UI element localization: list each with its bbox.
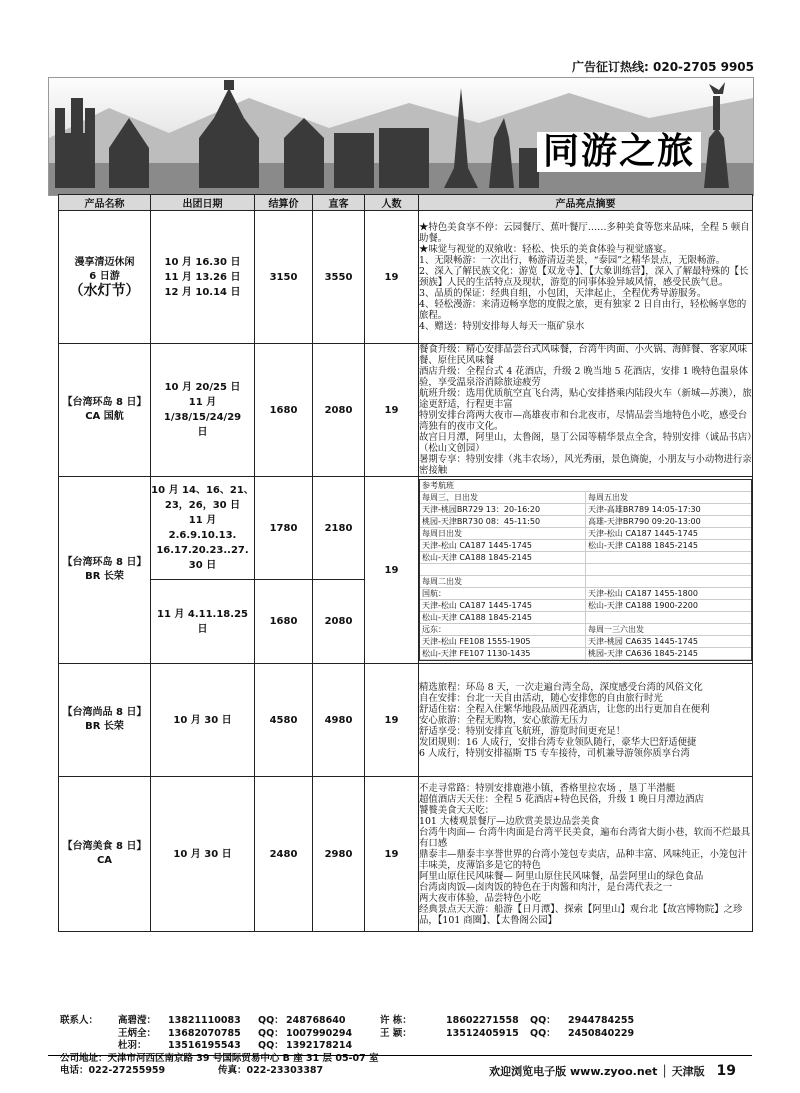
flight-row	[420, 552, 751, 564]
highlight-line: 安心旅游：全程无购物，安心旅游无压力	[419, 714, 588, 726]
product-name-line: 6 日游	[89, 271, 120, 282]
date-line: 10 月 30 日	[173, 714, 232, 726]
contact-name: 杜羽：	[118, 1040, 147, 1051]
flight-row	[420, 516, 751, 528]
highlight-line: 精选旅程：环岛 8 天，一次走遍台湾全岛，深度感受台湾的风俗文化	[419, 681, 703, 693]
contact-qq: 2944784255	[568, 1015, 635, 1026]
retail-price: 2080	[313, 344, 365, 477]
qq-label: QQ：	[530, 1015, 556, 1026]
product-name	[59, 477, 151, 664]
flight-cell	[585, 552, 751, 563]
qq-label: QQ：	[530, 1027, 556, 1039]
flight-cell: 每周日出发	[422, 529, 462, 538]
departure-dates	[151, 211, 255, 344]
flight-title-row	[420, 480, 751, 492]
flight-cell: 国航：	[422, 589, 446, 598]
company-fax: 传真：022-23303387	[218, 1065, 324, 1076]
flight-schedule	[419, 479, 752, 661]
product-name	[59, 211, 151, 344]
date-line: 10 月 30 日	[173, 848, 232, 860]
highlight-line: 6 人成行，特别安排福斯 T5 专车接待，司机兼导游领你质享台湾	[419, 747, 690, 759]
reference-flights	[419, 477, 753, 664]
highlight-line: 餐食升级：精心安排品尝台式风味餐，台湾牛肉面、小火锅、海鲜餐、客家风味餐、原住民风味餐	[419, 344, 748, 366]
flight-cell: 桃园-天津BR730 08：45-11:50	[422, 517, 541, 526]
flight-cell: 每周一三六出发	[585, 624, 751, 635]
highlight-line: 航班升级：选用优质航空直飞台湾，贴心安排搭乘内陆段火车（新城—苏澳），旅途更舒适，行程更丰富	[419, 388, 752, 410]
date-line: 10 月 16.30 日	[164, 256, 241, 268]
highlight-line: 超值酒店天天住：全程 5 花酒店+特色民俗，升级 1 晚日月潭边酒店	[419, 793, 704, 805]
flight-cell: 天津-松山 CA187 1445-1745	[585, 528, 751, 539]
settlement-price: 3150	[255, 211, 313, 344]
flight-cell: 天津-松山 FE108 1555-1905	[422, 637, 531, 646]
contact-name: 王炳全：	[118, 1027, 157, 1039]
flight-cell	[420, 564, 585, 575]
highlight-line: 故宫日月潭，阿里山，太鲁阁，垦丁公园等精华景点全含，特别安排（诚品书店）（松山文创园）	[419, 432, 752, 454]
contact-phone: 13516195543	[168, 1040, 241, 1051]
flight-row	[420, 636, 751, 648]
header-departure-dates: 出团日期	[151, 195, 255, 211]
highlight-line: 发团规则：16 人成行，安排台湾专业领队随行，豪华大巴舒适便捷	[419, 736, 697, 748]
contact-qq: 1007990294	[286, 1027, 353, 1039]
contact-qq: 1392178214	[286, 1040, 353, 1051]
contact-row	[58, 1015, 752, 1028]
table-row	[59, 344, 753, 477]
contacts-label: 联系人：	[60, 1015, 99, 1026]
product-name-line: 【台湾环岛 8 日】	[62, 397, 147, 408]
product-name	[59, 344, 151, 477]
header-product-name: 产品名称	[59, 195, 151, 211]
product-name-line: CA 国航	[85, 411, 124, 422]
product-name-line: （水灯节）	[69, 283, 140, 299]
date-line: 16.17.20.23..27.	[156, 545, 249, 557]
departure-dates	[151, 664, 255, 777]
landmarks-banner	[48, 77, 754, 196]
table-row	[59, 664, 753, 777]
flight-cell: 远东：	[422, 625, 446, 634]
flight-row	[420, 564, 751, 576]
retail-price: 2080	[313, 580, 365, 664]
product-name	[59, 777, 151, 932]
departure-dates	[151, 344, 255, 477]
highlight-line: 经典景点天天游：船游【日月潭】、探索【阿里山】观台北【故宫博物院】之珍品，【101 商圈】、【太鲁阁公园】	[419, 903, 743, 926]
highlight-line: 舒适住宿：全程入住繁华地段品质四花酒店，让您的出行更加自在便利	[419, 703, 710, 715]
flight-cell	[585, 576, 751, 587]
contact-name: 王 颖：	[380, 1027, 412, 1039]
date-line: 11 月	[188, 515, 217, 527]
contact-phone: 13682070785	[168, 1027, 241, 1039]
flight-cell: 松山-天津 CA188 1845-2145	[585, 540, 751, 551]
flight-cell: 天津-松山 CA187 1455-1800	[585, 588, 751, 599]
product-name-line: 【台湾环岛 8 日】	[62, 557, 147, 568]
date-line: 2.6.9.10.13.	[168, 530, 237, 542]
product-name-line: 漫享清迈休闲	[74, 257, 135, 268]
departure-dates	[151, 777, 255, 932]
contact-qq: 2450840229	[568, 1027, 635, 1039]
flight-row	[420, 576, 751, 588]
contact-phone: 13512405915	[446, 1027, 519, 1039]
settlement-price: 1680	[255, 580, 313, 664]
settlement-price: 4580	[255, 664, 313, 777]
flight-row	[420, 600, 751, 612]
product-name-line: BR 长荣	[85, 721, 124, 732]
highlight-line: 4、轻松漫游：来清迈畅享您的度假之旅，更有独家 2 日自由行，轻松畅享您的旅程。	[419, 299, 747, 321]
flight-cell: 天津-桃园 CA635 1445-1745	[585, 636, 751, 647]
page-number: 19	[716, 1063, 736, 1079]
highlight-line: 暑期专享：特别安排（兆丰农场），风光秀丽，景色旖旎，小朋友与小动物进行亲密接触	[419, 454, 752, 476]
flight-row	[420, 624, 751, 636]
departure-dates	[151, 477, 255, 580]
flight-cell: 松山-天津 FE107 1130-1435	[422, 649, 531, 658]
highlight-line: 两大夜市体验，品尝特色小吃	[419, 892, 541, 904]
flight-cell: 每周五出发	[585, 492, 751, 503]
company-address: 公司地址：天津市河西区南京路 39 号国际贸易中心 B 座 31 层 05-07 室	[60, 1052, 379, 1064]
flight-row	[420, 540, 751, 552]
date-line: 11 月 4.11.18.25	[157, 608, 248, 620]
contact-row	[58, 1040, 752, 1053]
highlight-line: 1、无限畅游：一次出行，畅游清迈美景，“泰园”之精华景点，无限畅游。	[419, 255, 726, 266]
flight-row	[420, 492, 751, 504]
date-line: 10 月 14、16、21、	[151, 485, 254, 497]
flight-cell	[585, 612, 751, 623]
flight-cell: 松山-天津 CA188 1900-2200	[585, 600, 751, 611]
flight-title: 参考航班	[422, 481, 454, 490]
highlight-line: 101 大楼观景餐厅—边欣赏美景边品尝美食	[419, 815, 600, 827]
settlement-price: 1780	[255, 477, 313, 580]
table-row	[59, 777, 753, 932]
flight-row	[420, 648, 751, 660]
flight-cell: 桃园-天津 CA636 1845-2145	[585, 648, 751, 659]
group-size: 19	[365, 344, 419, 477]
contact-phone: 18602271558	[446, 1015, 519, 1026]
product-name-line: 【台湾尚品 8 日】	[62, 707, 147, 718]
group-size: 19	[365, 477, 419, 664]
highlights	[419, 777, 753, 932]
contact-row	[58, 1028, 752, 1041]
contact-name: 许 栋：	[380, 1015, 412, 1026]
settlement-price: 2480	[255, 777, 313, 932]
header-settlement-price: 结算价	[255, 195, 313, 211]
flight-cell: 松山-天津 CA188 1845-2145	[422, 613, 532, 622]
date-line: 30 日	[188, 560, 217, 572]
highlight-line: ★特色美食享不停：云园餐厅、蕉叶餐厅……多种美食等您来品味，全程 5 顿自助餐。	[419, 222, 750, 244]
highlight-line: 酒店升级：全程台式 4 花酒店，升级 2 晚当地 5 花酒店，安排 1 晚特色温泉体验，享受温泉浴消除旅途疲劳	[419, 366, 748, 388]
retail-price: 2980	[313, 777, 365, 932]
footer-site: 欢迎浏览电子版 www.zyoo.net │ 天津版	[489, 1065, 705, 1078]
table-header-row	[59, 195, 753, 211]
retail-price: 3550	[313, 211, 365, 344]
highlight-line: 3、品质的保证：经典自组，小包团，天津起止，全程优秀导游服务。	[419, 288, 707, 299]
highlight-line: 舒适享受：特别安排直飞航班，游览时间更充足！	[419, 725, 626, 737]
flight-cell: 松山-天津 CA188 1845-2145	[422, 553, 532, 562]
highlight-line: 不走寻常路：特别安排鹿港小镇，香格里拉农场 ，垦丁半潜艇	[419, 782, 676, 794]
banner-title: 同游之旅	[537, 132, 701, 172]
departure-dates	[151, 580, 255, 664]
date-line: 23，26，30 日	[164, 500, 241, 512]
highlight-line: 台湾牛肉面— 台湾牛肉面是台湾平民美食，遍布台湾省大街小巷，软而不烂最具有口感	[419, 826, 751, 849]
footer-text	[489, 1063, 736, 1079]
tour-table	[58, 194, 753, 932]
header-group-size: 人数	[365, 195, 419, 211]
product-name-line: CA	[96, 855, 113, 866]
settlement-price: 1680	[255, 344, 313, 477]
highlight-line: 台湾卤肉饭—卤肉饭的特色在于肉酱和肉汁，是台湾代表之一	[419, 881, 673, 893]
flight-row	[420, 588, 751, 600]
date-line: 1/38/15/24/29	[163, 412, 242, 423]
flight-cell: 天津-桃园BR729 13：20-16:20	[422, 505, 541, 514]
company-phone: 电话：022-27255959	[60, 1065, 166, 1076]
date-line: 日	[197, 623, 208, 635]
highlight-line: 饕餮美食天天吃：	[419, 804, 495, 816]
ad-hotline: 广告征订热线: 020-2705 9905	[572, 60, 754, 74]
date-line: 10 月 20/25 日	[164, 382, 241, 393]
highlights	[419, 344, 753, 477]
flight-cell: 每周三、日出发	[422, 493, 478, 502]
date-line: 11 月	[188, 397, 217, 408]
highlight-line: 阿里山原住民风味餐— 阿里山原住民风味餐，品尝阿里山的绿色食品	[419, 870, 704, 882]
flight-cell: 高雄-天津BR790 09:20-13:00	[585, 516, 751, 527]
flight-cell: 天津-松山 CA187 1445-1745	[422, 541, 532, 550]
highlights	[419, 664, 753, 777]
contact-phone: 13821110083	[168, 1015, 241, 1026]
product-name-line: BR 长荣	[85, 571, 124, 582]
flight-cell: 每周二出发	[422, 577, 462, 586]
group-size: 19	[365, 211, 419, 344]
highlights	[419, 211, 753, 344]
highlight-line: ★味觉与视觉的双飨收：轻松、快乐的美食体验与视觉盛宴。	[419, 244, 673, 255]
date-line: 11 月 13.26 日	[164, 271, 241, 283]
contact-name: 高碧滢：	[118, 1015, 157, 1026]
qq-label: QQ：	[258, 1015, 284, 1026]
qq-label: QQ：	[258, 1040, 284, 1051]
header-highlights: 产品亮点摘要	[419, 195, 753, 211]
flight-row	[420, 504, 751, 516]
flight-row	[420, 612, 751, 624]
highlight-line: 4、赠送：特别安排每人每天一瓶矿泉水	[419, 321, 585, 332]
product-name	[59, 664, 151, 777]
qq-label: QQ：	[258, 1027, 284, 1039]
highlight-line: 2、深入了解民族文化：游览【双龙寺】、【大象训练营】，深入了解最特殊的【长颈族】人民的生活特点及现状，游览的同事体验异域风情，感受民族气息。	[419, 266, 749, 288]
product-name-line: 【台湾美食 8 日】	[62, 841, 147, 852]
retail-price: 2180	[313, 477, 365, 580]
flight-cell	[585, 564, 751, 575]
flight-cell: 天津-高雄BR789 14:05-17:30	[585, 504, 751, 515]
table-row	[59, 211, 753, 344]
highlight-line: 鼎泰丰—鼎泰丰享誉世界的台湾小笼包专卖店，品种丰富、风味纯正，小笼包汁丰味美，皮薄馅多是它的特色	[419, 848, 748, 871]
flight-row	[420, 528, 751, 540]
flight-cell: 天津-松山 CA187 1445-1745	[422, 601, 532, 610]
highlight-line: 自在安排：台北一天自由活动，随心安排您的自由旅行时光	[419, 692, 663, 704]
date-line: 12 月 10.14 日	[164, 286, 241, 298]
table-row	[59, 477, 753, 580]
retail-price: 4980	[313, 664, 365, 777]
group-size: 19	[365, 664, 419, 777]
header-retail-price: 直客	[313, 195, 365, 211]
date-line: 日	[197, 427, 208, 438]
group-size: 19	[365, 777, 419, 932]
contact-qq: 248768640	[286, 1015, 346, 1026]
highlight-line: 特别安排台湾两大夜市—高雄夜市和台北夜市，尽情品尝当地特色小吃，感受台湾独有的夜市文化。	[419, 410, 748, 432]
